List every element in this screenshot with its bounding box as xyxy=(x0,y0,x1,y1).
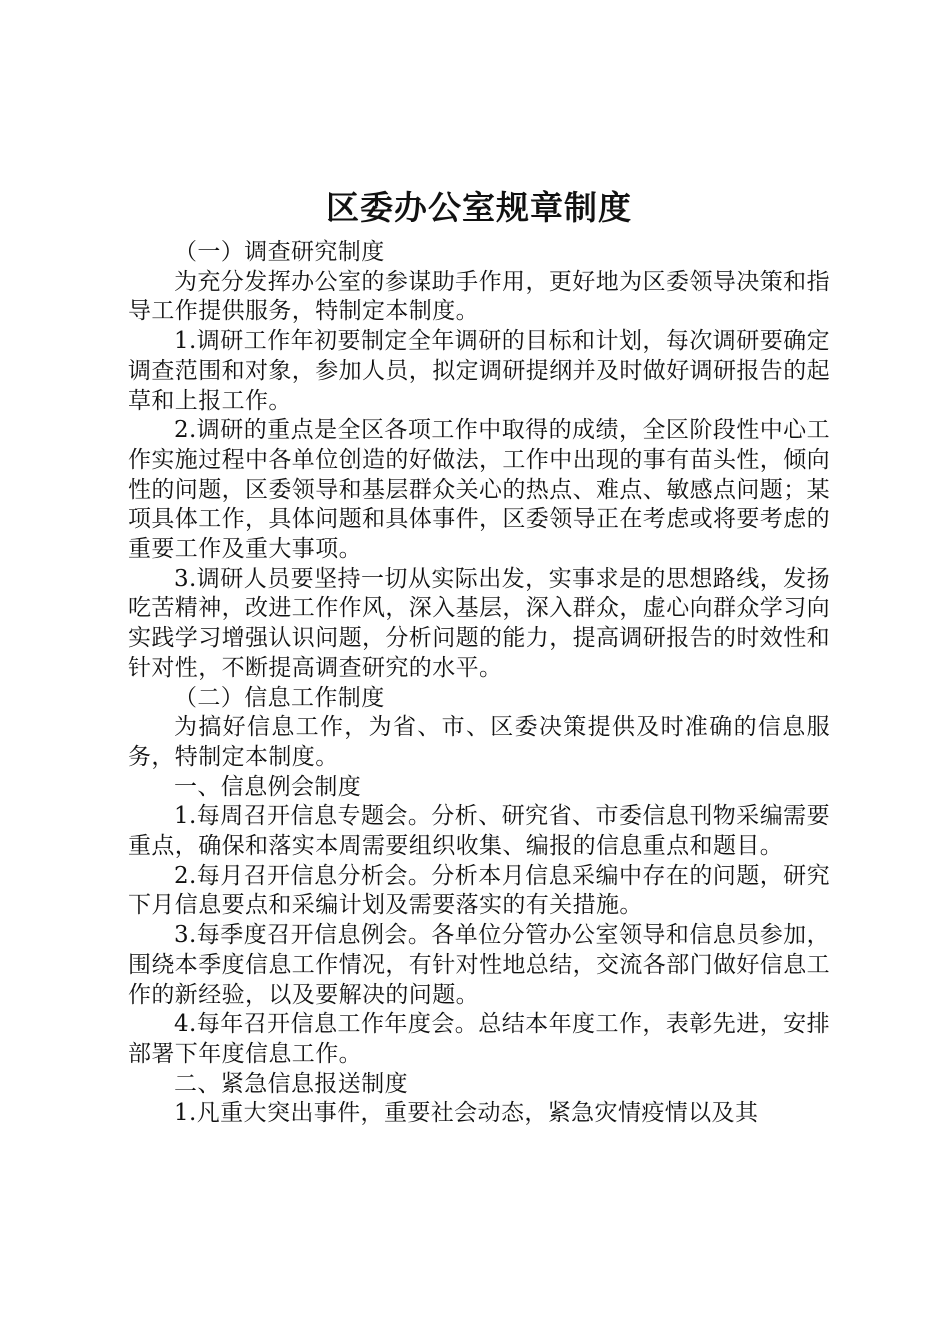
subsection-heading-meetings: 一、信息例会制度 xyxy=(174,773,362,800)
paragraph-meeting-yearly: 4.每年召开信息工作年度会。总结本年度工作，表彰先进，安排部署下年度信息工作。 xyxy=(128,1011,830,1067)
document-title: 区委办公室规章制度 xyxy=(326,188,632,227)
paragraph-meeting-weekly: 1.每周召开信息专题会。分析、研究省、市委信息刊物采编需要重点，确保和落实本周需要组织收集、编报的信息重点和题目。 xyxy=(128,803,830,860)
subsection-heading-urgent: 二、紧急信息报送制度 xyxy=(174,1070,408,1097)
paragraph-information-intro: 为搞好信息工作，为省、市、区委决策提供及时准确的信息服务，特制定本制度。 xyxy=(128,714,830,770)
paragraph-meeting-monthly: 2.每月召开信息分析会。分析本月信息采编中存在的问题，研究下月信息要点和采编计划及需要落实的有关措施。 xyxy=(128,862,830,919)
section-heading-information: （二）信息工作制度 xyxy=(174,684,385,711)
paragraph-meeting-quarterly: 3.每季度召开信息例会。各单位分管办公室领导和信息员参加，围绕本季度信息工作情况，有针对性地总结，交流各部门做好信息工作的新经验，以及要解决的问题。 xyxy=(128,922,830,1008)
paragraph-urgent-item-1: 1.凡重大突出事件，重要社会动态，紧急灾情疫情以及其 xyxy=(174,1100,759,1127)
paragraph-research-intro: 为充分发挥办公室的参谋助手作用，更好地为区委领导决策和指导工作提供服务，特制定本制度。 xyxy=(128,268,830,325)
paragraph-research-item-2: 2.调研的重点是全区各项工作中取得的成绩，全区阶段性中心工作实施过程中各单位创造的好做法，工作中出现的事有苗头性，倾向性的问题，区委领导和基层群众关心的热点、难点、敏感点问题；某项具体工作，具体问题和具体事件，区委领导正在考虑或将要考虑的重要工作及重大事项。 xyxy=(128,417,830,563)
paragraph-research-item-1: 1.调研工作年初要制定全年调研的目标和计划，每次调研要确定调查范围和对象，参加人员，拟定调研提纲并及时做好调研报告的起草和上报工作。 xyxy=(128,328,830,414)
section-heading-research: （一）调查研究制度 xyxy=(174,239,385,265)
paragraph-research-item-3: 3.调研人员要坚持一切从实际出发，实事求是的思想路线，发扬吃苦精神，改进工作作风，深入基层，深入群众，虚心向群众学习向实践学习增强认识问题，分析问题的能力，提高调研报告的时效性和针对性，不断提高调查研究的水平。 xyxy=(128,565,830,681)
document-page xyxy=(128,186,830,1129)
